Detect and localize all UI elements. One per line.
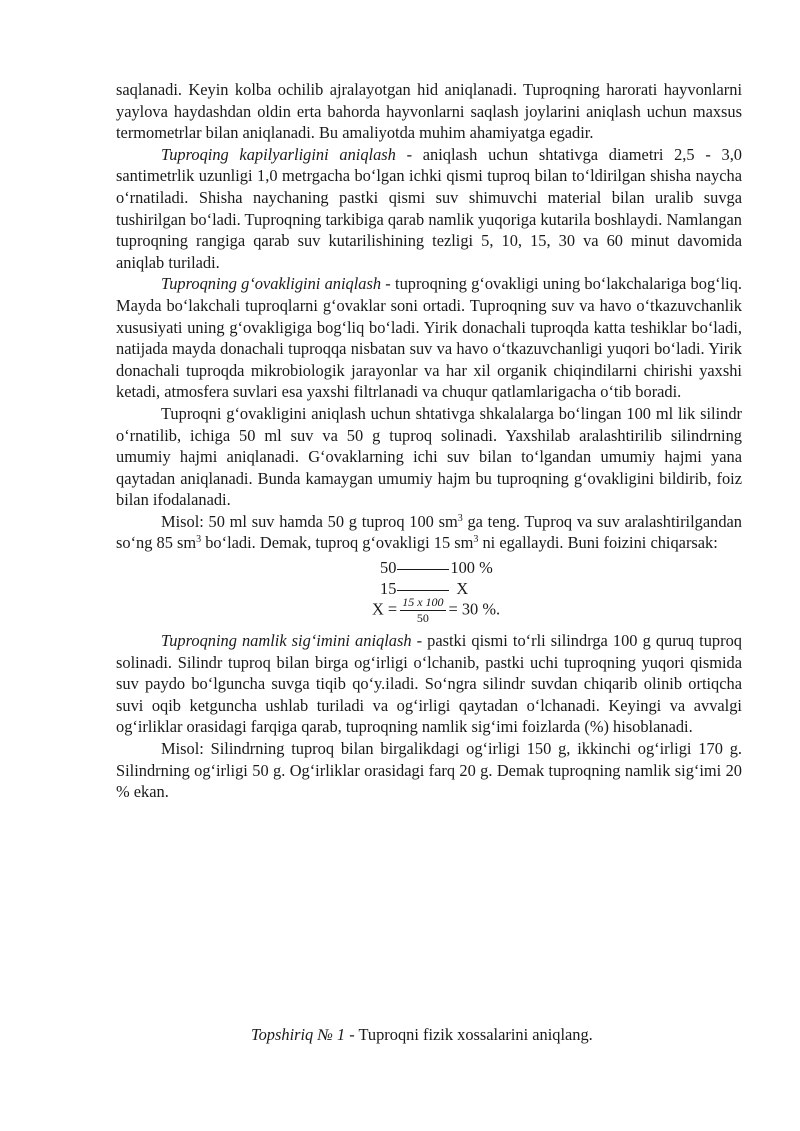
proportion-value: X [456,579,469,599]
superscript-3: 3 [473,534,479,546]
porosity-text: - tuproqning g‘ovakligi uning bo‘lakchalariga bog‘liq. Mayda bo‘lakchali tuproqlarni g‘ovaklar soni ortadi. Tuproqning suv va havo o‘tkazuvchanlik xususiyati uning g‘ovakligiga bog‘liq bo‘ladi. Yirik donachali tuproqda katta teshiklar bo‘ladi, natijada mayda donachali tuproqqa nisbatan suv va havo o‘tkazuvchanligi yuqori bo‘ladi. Yirik donachali tuproqda mikrobiologik jarayonlar va har xil organik chiqindilarni chirishi yaxshi ketadi, atmosfera suvlari esa yaxshi filtrlanadi va chuqur qatlamlarigacha o‘tib boradi. [116,274,742,402]
paragraph-porosity-example [116,511,742,554]
proportion-dash [397,569,449,570]
paragraph-moisture-example: Misol: Silindrning tuproq bilan birgalikdagi og‘irligi 150 g, ikkinchi og‘irligi 170 g. Silindrning og‘irligi 50 g. Og‘irliklar orasidagi farq 20 g. Demak tuproqning namlik sig‘imi 20 % ekan. [116,739,742,802]
term-moisture-capacity: Tuproqning namlik sig‘imini aniqlash [161,631,412,651]
example-text-c: bo‘ladi. Demak, tuproq g‘ovakligi 15 sm [201,533,474,553]
example-text-b: ga teng. Tuproq va suv aralashtirilgandan so‘ng 85 sm [116,511,742,553]
fraction [400,596,445,625]
task-title: Topshiriq № 1 [251,1025,346,1044]
term-porosity: Tuproqning g‘ovakligini aniqlash [161,274,382,294]
document-body [116,79,742,803]
proportion-row-1 [380,557,493,579]
paragraph-porosity-method: Tuproqni g‘ovakligini aniqlash uchun shtativga shkalalarga bo‘lingan 100 ml lik silindr o‘rnatilib, ichiga 50 ml suv va 50 g tuproq solinadi. Yaxshilab aralashtirilib silindrning umumiy hajmi aniqlanadi. G‘ovaklarning ichi suv bilan to‘lgandan umumiy hajmi yana qaytadan aniqlanadi. Bunda kamaygan umumiy hajm bu tuproqning g‘ovakligini bildirib, foiz bilan ifodalanadi. [116,403,742,510]
moisture-capacity-text: - pastki qismi to‘rli silindrga 100 g quruq tuproq solinadi. Silindr tuproq bilan birga og‘irligi o‘lchanib, pastki uchi tuproqning yuqori qismida suv paydo bo‘lguncha suvga tiqib qo‘y.iladi. So‘ngra silindr suvdan chiqarib olinib ortiqcha suvi oqib ketguncha ushlab turiladi va og‘irligi qaytadan o‘lchanadi. Keyingi va avvalgi og‘irliklar orasidagi farqiga qarab, tuproqning namlik sig‘imi foizlarda (%) hisoblanadi. [116,631,742,737]
paragraph-moisture-capacity [116,630,742,738]
paragraph-porosity [116,273,742,403]
proportion-value: 100 % [450,558,493,578]
proportion-value: 50 [380,558,397,578]
result-rhs: = 30 %. [448,599,501,619]
example-text-a: Misol: 50 ml suv hamda 50 g tuproq 100 sm [161,511,458,531]
fraction-numerator: 15 x 100 [402,595,444,610]
proportion-dash [397,590,449,591]
paragraph-temperature: saqlanadi. Keyin kolba ochilib ajralayotgan hid aniqlanadi. Tuproqning harorati hayvonlarni yaylova haydashdan oldin erta bahorda hayvonlarni saqlash joylarini aniqlash uchun maxsus termometrlar bilan aniqlanadi. Bu amaliyotda muhim ahamiyatga egadir. [116,80,742,143]
superscript-3: 3 [457,512,463,524]
result-lhs: X = [372,599,398,619]
capillarity-text: - aniqlash uchun shtativga diametri 2,5 - 3,0 santimetrlik uzunligi 1,0 metrgacha bo‘lgan ichki qismi tuproq bilan to‘ldirilgan shisha naycha o‘rnatiladi. Shisha naychaning pastki qismi suv shimuvchi material bilan uralib suvga tushirilgan bo‘ladi. Tuproqning tarkibiga qarab namlik yuqoriga kutarila boshlaydi. Namlangan tuproqning rangiga qarab suv kutarilishining tezligi 5, 10, 15, 30 va 60 minut davomida aniqlab turiladi. [116,144,742,272]
task-line [251,1024,593,1045]
proportion-result [372,596,500,625]
porosity-calculation [116,554,742,630]
superscript-3: 3 [196,534,202,546]
task-text: - Tuproqni fizik xossalarini aniqlang. [345,1025,593,1044]
proportion-value: 15 [380,579,397,599]
term-capillarity: Tuproqing kapilyarligini aniqlash [161,144,396,164]
paragraph-capillarity [116,144,742,274]
fraction-denominator: 50 [416,611,429,626]
example-text-d: ni egallaydi. Buni foizini chiqarsak: [478,533,718,553]
